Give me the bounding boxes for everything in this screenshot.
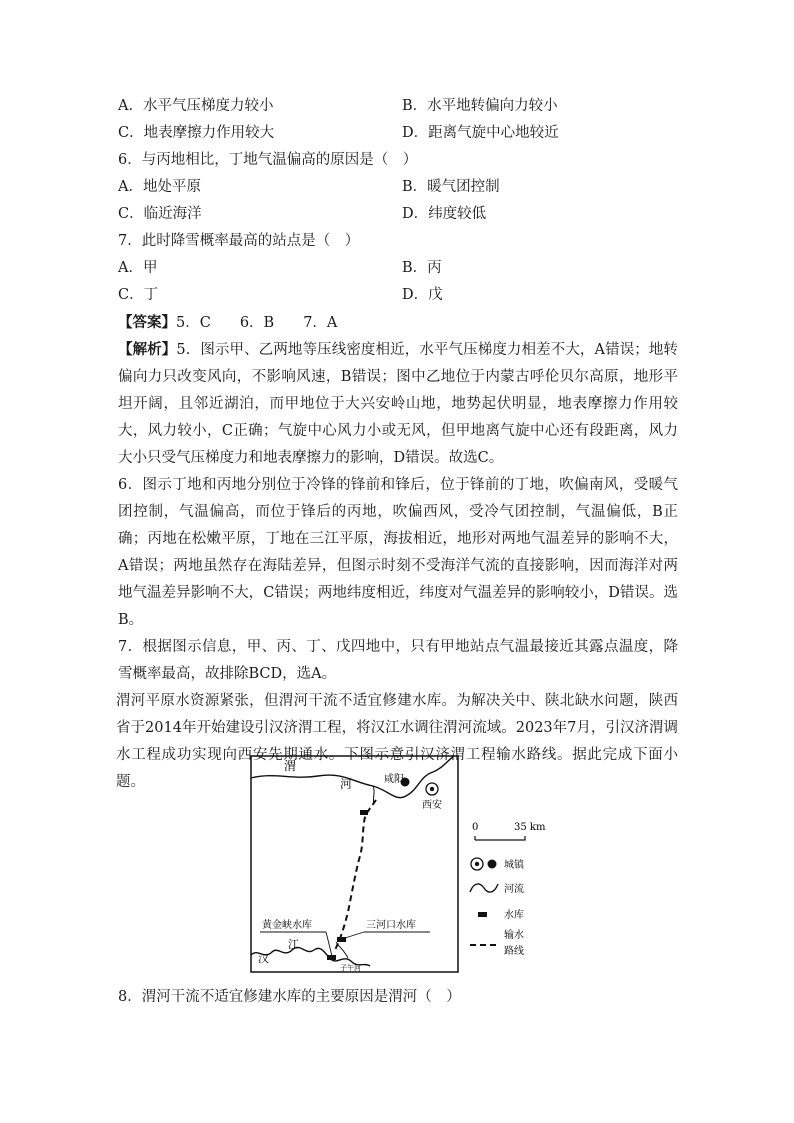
q7-options-row-2 [118,282,678,309]
legend-river-icon [470,884,498,892]
label-xianyang: 咸阳 [384,774,404,785]
label-han-1: 汉 [258,952,269,965]
q5-option-c[interactable]: C．地表摩擦力作用较大 [118,125,275,141]
scale-value: 35 km [514,822,546,833]
label-xian: 西安 [422,800,442,811]
answer-text: 5．C 6．B 7．A [176,315,338,331]
label-wei-1: 渭 [284,759,297,773]
q5-option-d[interactable]: D．距离气旋中心地较近 [402,125,559,141]
reservoir-sanhekou-mark [337,937,346,942]
analysis-p7: 7．根据图示信息，甲、丙、丁、戊四地中，只有甲地站点气温最接近其露点温度，降雪概率最高，故排除BCD，选A。 [118,639,678,682]
legend-route-label-2: 路线 [504,946,524,957]
q7-option-c[interactable]: C．丁 [118,287,159,303]
q7-option-d[interactable]: D．戊 [402,287,443,303]
sanhekou-leader [345,932,364,938]
reservoir-route-mid [360,810,368,815]
answer-label: 【答案】 [118,314,176,331]
q6-options-row-1 [118,174,678,201]
scale-zero: 0 [472,822,479,833]
q7-options-row-1 [118,255,678,282]
analysis-p5-text: 5．图示甲、乙两地等压线密度相近，水平气压梯度力相差不大，A错误；地转偏向力只改变风向，不影响风速，B错误；图中乙地位于内蒙古呼伦贝尔高原，地形平坦开阔，且邻近湖泊，而甲地位于大兴安岭山地，地势起伏明显，地表摩擦力作用较大，风力较小，C正确；气旋中心风力小或无风，但甲地离气旋中心还有段距离，风力大小只受气压梯度力和地表摩擦力的影响，D错误。故选C。 [118,342,678,466]
map-frame [251,756,458,972]
document-page [118,93,678,796]
q6-option-d[interactable]: D．纬度较低 [402,206,487,222]
label-wei-2: 河 [340,777,353,791]
q5-option-a[interactable]: A．水平气压梯度力较小 [118,98,274,114]
label-ziwu: 子午河 [340,964,361,972]
xian-city-center [430,787,434,791]
answer-line [118,309,678,336]
legend-town-dot-icon [488,860,497,869]
q6-option-c[interactable]: C．临近海洋 [118,206,202,222]
analysis-label: 【解析】 [118,341,177,358]
q7-option-b[interactable]: B．丙 [402,260,442,276]
q7-option-a[interactable]: A．甲 [118,260,158,276]
wei-river [251,756,454,798]
huangjinxia-leader [326,932,332,956]
legend-route-label-1: 输水 [504,930,524,941]
analysis-p5 [118,336,678,472]
q7-stem: 7．此时降雪概率最高的站点是（ ） [118,233,360,249]
q5-options-row-2 [118,120,678,147]
route-map-svg [248,752,568,982]
scale-bar [475,836,525,840]
q8-stem: 8．渭河干流不适宜修建水库的主要原因是渭河（ ） [118,989,461,1005]
q5-option-b[interactable]: B．水平地转偏向力较小 [402,98,558,114]
material-intro: 渭河平原水资源紧张，但渭河干流不适宜修建水库。为解决关中、陕北缺水问题，陕西省于2014年开始建设引汉济渭工程，将汉江水调往渭河流域。2023年7月，引汉济渭调水工程成功实现向西安先期通水。下图示意引汉济渭工程输水路线。据此完成下面小题。 [116,693,678,790]
legend-reservoir-label: 水库 [504,910,524,921]
q5-options-row-1 [118,93,678,120]
legend-town-ring-center [475,862,479,866]
label-sanhekou: 三河口水库 [366,920,416,931]
q6-options-row-2 [118,201,678,228]
analysis-p6: 6．图示丁地和丙地分别位于冷锋的锋前和锋后，位于锋前的丁地，吹偏南风，受暖气团控制，气温偏高，而位于锋后的丙地，吹偏西风，受冷气团控制，气温偏低，B正确；丙地在松嫩平原，丁地在三江平原，海拔相近，地形对两地气温差异的影响不大，A错误；两地虽然存在海陆差异，但图示时刻不受海洋气流的直接影响，因而海洋对两地气温差异影响不大，C错误；两地纬度相近，纬度对气温差异的影响较小，D错误。选B。 [118,477,678,628]
route-map [248,752,568,982]
q6-stem: 6．与丙地相比，丁地气温偏高的原因是（ ） [118,152,418,168]
q6-option-a[interactable]: A．地处平原 [118,179,201,195]
legend-town-label: 城镇 [504,860,524,871]
legend-river-label: 河流 [504,884,524,895]
analysis-block [118,336,678,688]
legend-reservoir-icon [478,912,487,917]
label-han-2: 江 [288,938,299,951]
label-huangjinxia: 黄金峡水库 [262,920,312,931]
q6-option-b[interactable]: B．暖气团控制 [402,179,500,195]
